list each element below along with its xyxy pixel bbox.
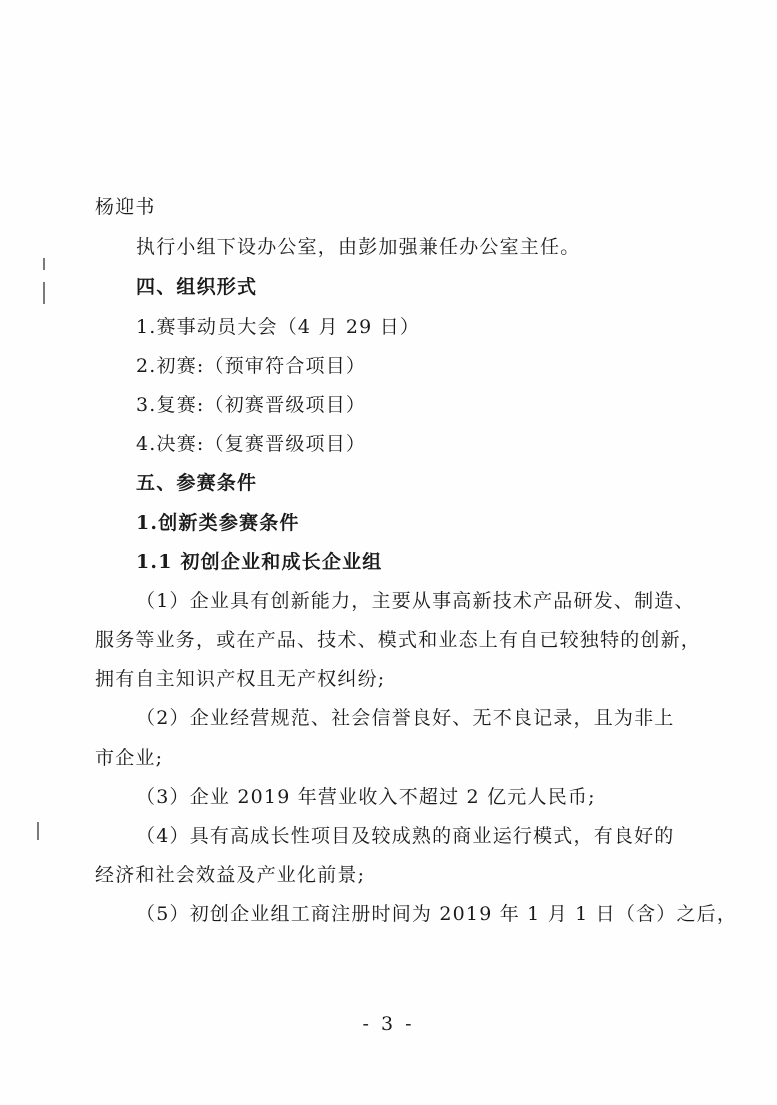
subsection-heading: 1.1 初创企业和成长企业组 [136,551,383,573]
text-line: 执行小组下设办公室，由彭加强兼任办公室主任。 [136,236,581,258]
scan-mark [37,822,39,840]
text-line: 拥有自主知识产权且无产权纠纷; [95,668,386,690]
text-line: 杨迎书 [95,196,156,218]
subsection-heading: 1.创新类参赛条件 [136,512,300,534]
text-line: 市企业; [95,747,164,769]
page-number: - 3 - [362,1013,415,1035]
text-line: （1）企业具有创新能力，主要从事高新技术产品研发、制造、 [136,590,695,612]
text-line: 3.复赛:（初赛晋级项目） [136,394,367,416]
text-line: （4）具有高成长性项目及较成熟的商业运行模式，有良好的 [136,825,675,847]
section-heading: 五、参赛条件 [136,472,258,494]
text-line: 经济和社会效益及产业化前景; [95,864,366,886]
text-line: 2.初赛:（预审符合项目） [136,355,367,377]
text-line: （3）企业 2019 年营业收入不超过 2 亿元人民币; [136,786,596,808]
scan-mark [43,282,45,304]
text-line: 1.赛事动员大会（4 月 29 日） [136,316,421,338]
section-heading: 四、组织形式 [136,276,258,298]
text-line: （5）初创企业组工商注册时间为 2019 年 1 月 1 日（含）之后， [136,903,738,925]
text-line: 4.决赛:（复赛晋级项目） [136,433,367,455]
scan-mark [43,258,45,270]
text-line: （2）企业经营规范、社会信誉良好、无不良记录，且为非上 [136,707,675,729]
text-line: 服务等业务，或在产品、技术、模式和业态上有自已较独特的创新， [95,629,702,651]
